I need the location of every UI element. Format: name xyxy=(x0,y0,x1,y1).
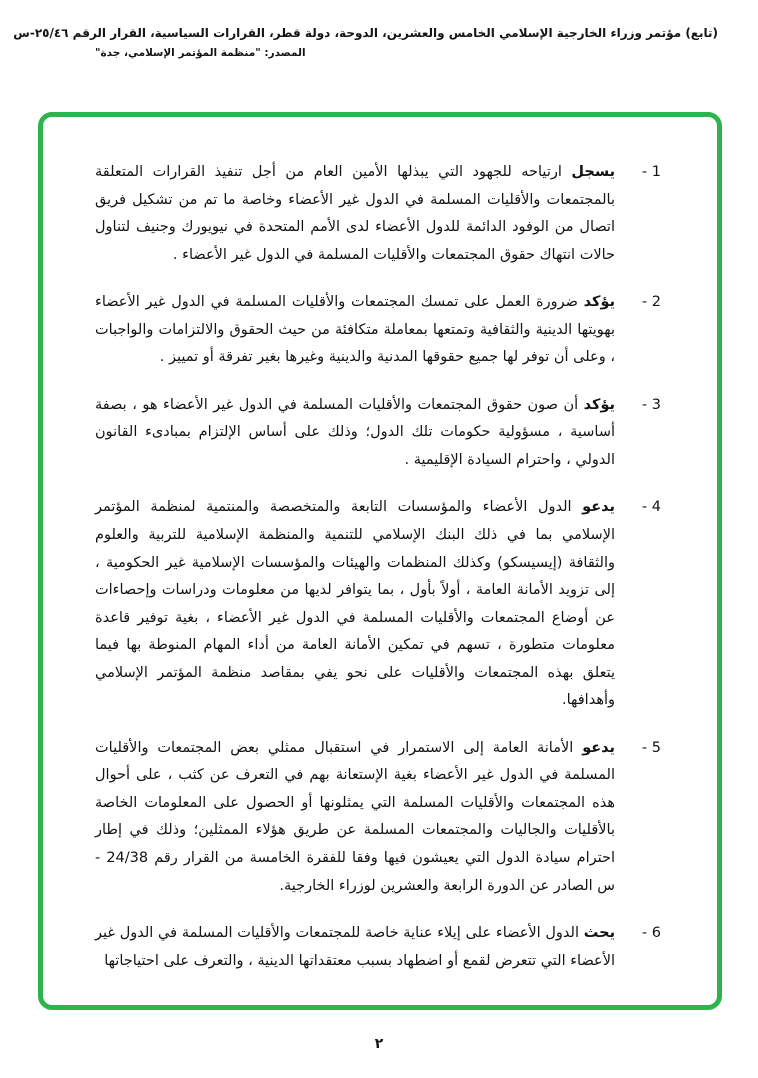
item-number: 6 - xyxy=(641,925,661,942)
item-text xyxy=(95,159,615,269)
list-item xyxy=(95,735,661,900)
item-body: ارتياحه للجهود التي يبذلها الأمين العام من أجل تنفيذ القرارات المتعلقة بالمجتمعات والأقليات المسلمة في الدول غير الأعضاء وخاصة ما تم من تشكيل فريق اتصال من الوفود الدائمة للدول الأعضاء لدى الأمم المتحدة في نيويورك وجنيف لتناول حالات انتهاك حقوق المجتمعات والأقليات المسلمة في الدول غير الأعضاء . xyxy=(95,164,615,263)
item-lead-word: يدعو xyxy=(582,739,616,756)
content-border xyxy=(38,112,722,1010)
document-header xyxy=(0,0,758,59)
item-lead-word: يحث xyxy=(583,925,616,942)
page-number: ٢ xyxy=(374,1036,384,1052)
item-number: 3 - xyxy=(641,396,661,413)
item-lead-word: يدعو xyxy=(582,499,615,516)
item-body: الدول الأعضاء على إيلاء عناية خاصة للمجتمعات والأقليات المسلمة في الدول غير الأعضاء التي تتعرض لقمع أو اضطهاد بسبب معتقداتها الدينية ، والتعرف على احتياجاتها xyxy=(95,925,615,969)
item-text xyxy=(95,494,615,714)
item-number: 2 - xyxy=(641,294,661,311)
list-item xyxy=(95,494,661,714)
list-item xyxy=(95,392,661,475)
header-source: المصدر: "منظمة المؤتمر الإسلامي، جدة" xyxy=(95,47,306,59)
item-lead-word: يؤكد xyxy=(583,396,615,413)
item-number: 4 - xyxy=(641,499,661,516)
item-number: 5 - xyxy=(641,739,661,756)
item-text xyxy=(95,289,615,372)
item-text xyxy=(95,735,615,900)
item-text xyxy=(95,392,615,475)
list-item xyxy=(95,159,661,269)
list-item xyxy=(95,289,661,372)
item-lead-word: يسجل xyxy=(571,164,616,180)
item-body: الدول الأعضاء والمؤسسات التابعة والمتخصصة والمنتمية لمنظمة المؤتمر الإسلامي بما في ذلك البنك الإسلامي للتنمية والمنظمة الإسلامية للتربية والعلوم والثقافة (إيسيسكو) وكذلك المنظمات والهيئات والمؤسسات الإسلامية غير الحكومية ، إلى تزويد الأمانة العامة ، أولاً بأول ، بما يتوافر لديها من معلومات ودراسات وإحصاءات عن أوضاع المجتمعات والأقليات المسلمة في الدول غير الأعضاء ، بغية توفير قاعدة معلومات متطورة ، تسهم في تمكين الأمانة العامة من أداء المهام المنوطة بها فيما يتعلق بهذه المجتمعات والأقليات على نحو يفي بمقاصد منظمة المؤتمر الإسلامي وأهدافها. xyxy=(95,499,615,709)
item-lead-word: يؤكد xyxy=(583,294,616,311)
item-body: ضرورة العمل على تمسك المجتمعات والأقليات المسلمة في الدول غير الأعضاء بهويتها الدينية والثقافية وتمتعها بمعاملة متكافئة من حيث الحقوق والالتزامات والواجبات ، وعلى أن توفر لها جميع حقوقها المدنية والدينية وغيرها بغير تفرقة أو تمييز . xyxy=(95,294,615,366)
header-title: (تابع) مؤتمر وزراء الخارجية الإسلامي الخامس والعشرين، الدوحة، دولة قطر، القرارات السياسية، القرار الرقم ٢٥/٤٦-س xyxy=(13,26,718,40)
item-number: 1 - xyxy=(641,164,661,180)
list-item xyxy=(95,920,661,975)
item-text xyxy=(95,920,615,975)
item-body: الأمانة العامة إلى الاستمرار في استقبال ممثلي بعض المجتمعات والأقليات المسلمة في الدول غير الأعضاء بغية الإستعانة بهم في التعرف عن كثب ، على أحوال هذه المجتمعات والأقليات المسلمة التي يمثلونها أو الحصول على المعلومات الخاصة بالأقليات والجاليات والمجتمعات المسلمة عن طريق هؤلاء الممثلين؛ وذلك في إطار احترام سيادة الدول التي يعيشون فيها وفقا للفقرة الخامسة من القرار رقم 24/38 - س الصادر عن الدورة الرابعة والعشرين لوزراء الخارجية. xyxy=(95,739,615,894)
item-body: أن صون حقوق المجتمعات والأقليات المسلمة في الدول غير الأعضاء هو ، بصفة أساسية ، مسؤولية حكومات تلك الدول؛ وذلك على أساس الإلتزام بمبادىء القانون الدولي ، واحترام السيادة الإقليمية . xyxy=(95,396,615,468)
